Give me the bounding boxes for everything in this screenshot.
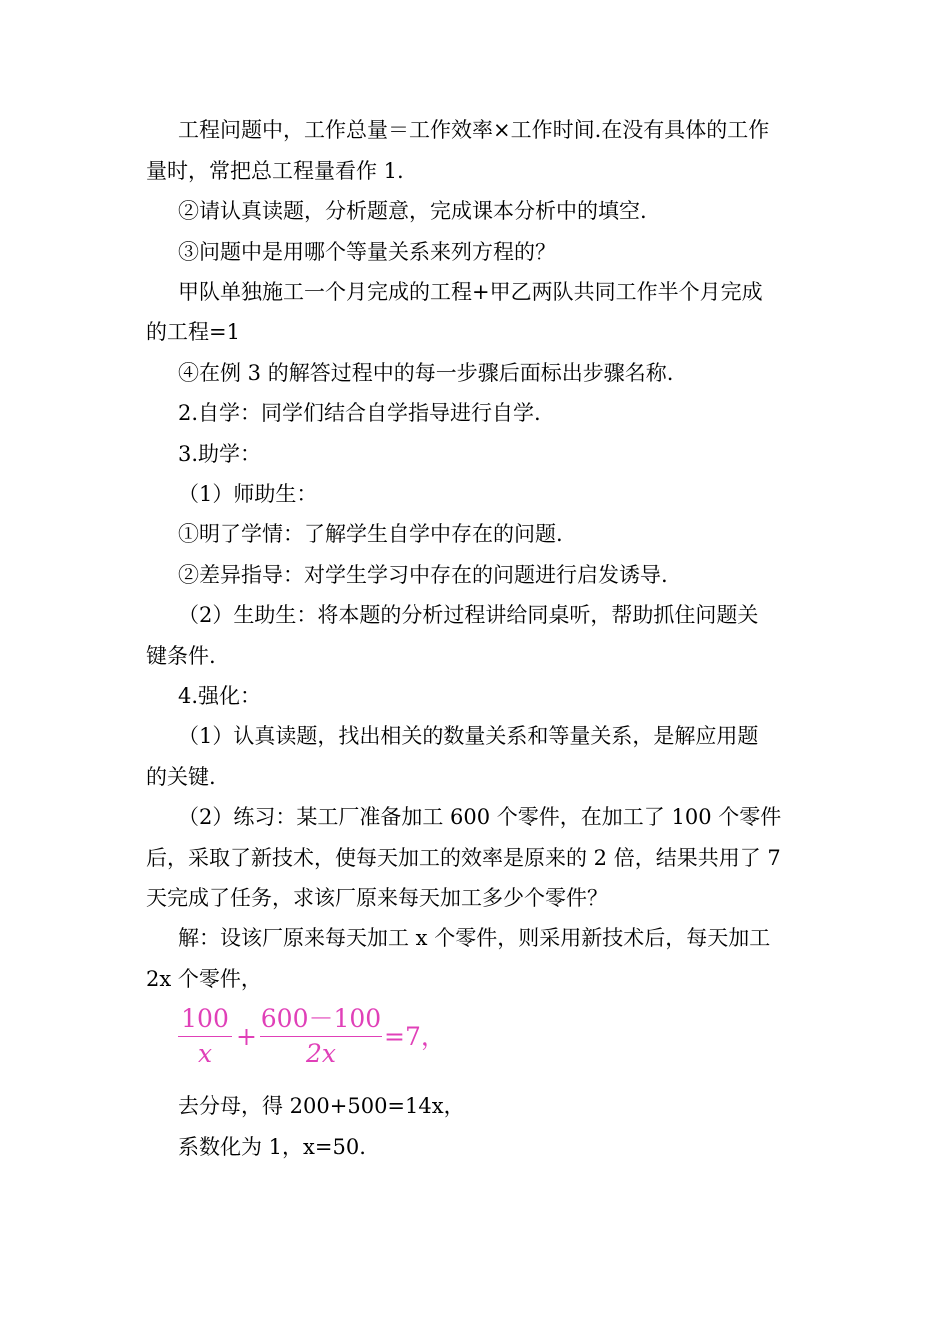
paragraph-text: 解：设该厂原来每天加工 x 个零件，则采用新技术后，每天加工 — [178, 926, 771, 950]
paragraph-text: （2）练习：某工厂准备加工 600 个零件，在加工了 100 个零件 — [178, 805, 782, 829]
paragraph-text: 的工程=1 — [146, 320, 240, 344]
paragraph-text: 系数化为 1，x=50. — [178, 1135, 366, 1159]
paragraph-text: ③问题中是用哪个等量关系来列方程的？ — [178, 240, 556, 264]
paragraph-text: 2.自学：同学们结合自学指导进行自学. — [178, 401, 541, 425]
paragraph-text: 4.强化： — [178, 684, 262, 708]
paragraph-text: ①明了学情：了解学生自学中存在的问题. — [178, 522, 563, 546]
paragraph-text: ②请认真读题，分析题意，完成课本分析中的填空. — [178, 199, 647, 223]
paragraph-text: （1）认真读题，找出相关的数量关系和等量关系，是解应用题 — [178, 724, 759, 748]
paragraph-text: 2x 个零件， — [146, 967, 262, 991]
paragraph-text: 量时，常把总工程量看作 1. — [146, 159, 404, 183]
paragraph-text: 键条件. — [146, 644, 216, 668]
denominator: x — [197, 1039, 213, 1068]
numerator: 600－100 — [260, 1004, 382, 1033]
fraction-600-minus-100-over-2x — [260, 1004, 382, 1069]
paragraph-text: 3.助学： — [178, 442, 262, 466]
paragraph-text: 工程问题中，工作总量＝工作效率×工作时间.在没有具体的工作 — [178, 118, 770, 142]
paragraph-text: 甲队单独施工一个月完成的工程+甲乙两队共同工作半个月完成 — [178, 280, 763, 304]
fraction-bar — [260, 1036, 382, 1037]
plus-sign: + — [236, 1022, 257, 1051]
fraction-100-over-x — [178, 1004, 232, 1069]
paragraph-text: ④在例 3 的解答过程中的每一步骤后面标出步骤名称. — [178, 361, 674, 385]
paragraph-text: ②差异指导：对学生学习中存在的问题进行启发诱导. — [178, 563, 668, 587]
numerator: 100 — [181, 1004, 229, 1033]
paragraph-text: 的关键. — [146, 765, 216, 789]
paragraph-text: （2）生助生：将本题的分析过程讲给同桌听，帮助抓住问题关 — [178, 603, 759, 627]
denominator: 2x — [305, 1039, 336, 1068]
fraction-bar — [178, 1036, 232, 1037]
paragraph-text: 天完成了任务，求该厂原来每天加工多少个零件？ — [146, 886, 608, 910]
equals-seven: =7， — [384, 1022, 446, 1051]
paragraph-text: 去分母，得 200+500=14x， — [178, 1094, 465, 1118]
paragraph-text: 后，采取了新技术，使每天加工的效率是原来的 2 倍，结果共用了 7 — [146, 846, 781, 870]
paragraph-text: （1）师助生： — [178, 482, 318, 506]
